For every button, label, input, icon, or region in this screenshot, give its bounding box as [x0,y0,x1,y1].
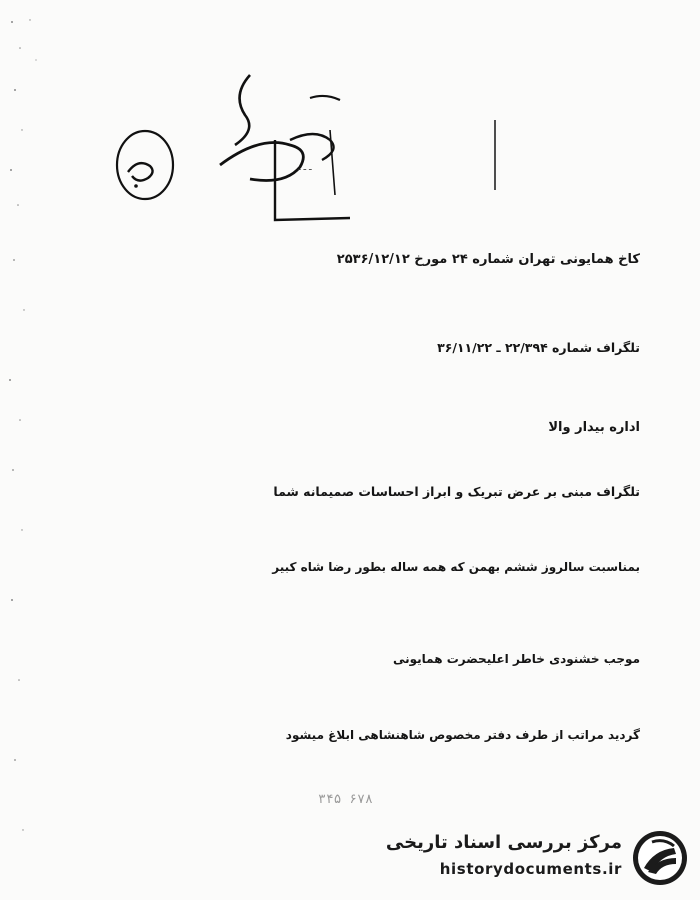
letter-header-line: کاخ همایونی تهران شماره ۲۴ مورخ ۲۵۳۶/۱۲/۱۲ [336,252,640,267]
archive-watermark [385,824,694,892]
svg-text:ـ ـ ـ: ـ ـ ـ [298,163,312,173]
faint-stray-marks: ۳۴۵ ۶۷۸ [318,792,373,807]
reference-number-line: تلگراف شماره ۲۲/۳۹۴ ـ ۳۶/۱۱/۲۲ [437,340,640,355]
scan-speckles [0,0,60,900]
watermark-url: historydocuments.ir [439,860,622,878]
watermark-title: مرکز بررسی اسناد تاریخی [385,832,622,853]
handwritten-annotation [100,60,520,240]
salutation-line: اداره بیدار والا [548,420,640,435]
body-line-2: بمناسبت سالروز ششم بهمن که همه ساله بطور رضا شاه کبیر [272,560,640,574]
book-emblem-icon [630,828,690,888]
body-line-4: گردید مراتب از طرف دفتر مخصوص شاهنشاهی ابلاغ میشود [285,728,640,742]
body-line-3: موجب خشنودی خاطر اعلیحضرت همایونی [392,652,640,666]
body-line-1: تلگراف مبنی بر عرض تبریک و ابراز احساسات صمیمانه شما [273,484,640,499]
